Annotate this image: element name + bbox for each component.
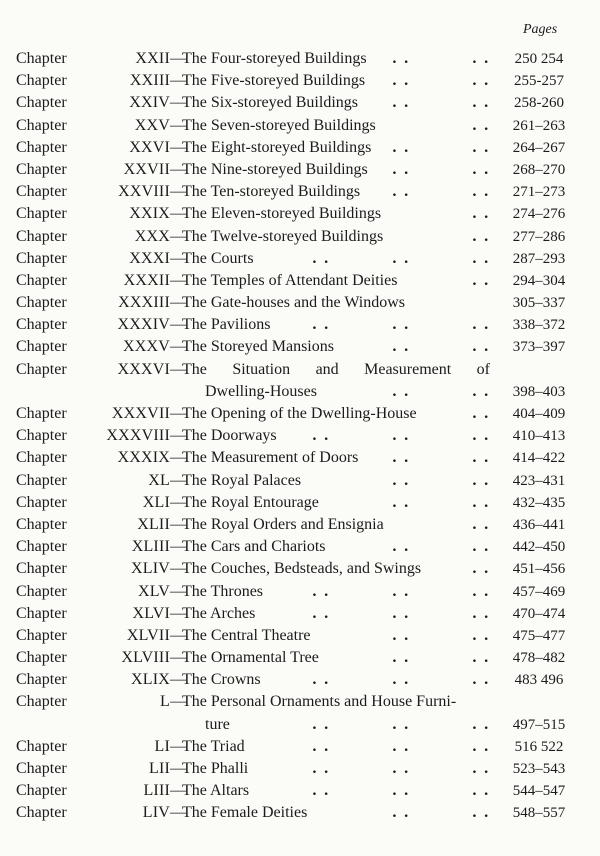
- page-range: 470–474: [512, 605, 566, 622]
- title-dash: —: [170, 626, 186, 644]
- leader-dots: . .: [392, 472, 410, 489]
- chapter-word: Chapter: [16, 515, 67, 533]
- entry-title: The Twelve-storeyed Buildings: [182, 227, 384, 245]
- chapter-word: Chapter: [16, 138, 67, 156]
- chapter-number: XXXIII: [118, 294, 170, 312]
- chapter-word: Chapter: [16, 249, 67, 267]
- leader-dots: . .: [392, 339, 410, 356]
- leader-dots: . .: [392, 583, 410, 600]
- leader-dots: . .: [472, 406, 490, 423]
- table-of-contents: [0, 48, 600, 825]
- leader-dots: . .: [392, 761, 410, 778]
- entry-title-line2: ture: [205, 715, 230, 733]
- entry-title: The Couches, Bedsteads, and Swings: [182, 560, 422, 578]
- entry-title: The Triad: [182, 737, 245, 755]
- entry-title: The Crowns: [182, 671, 261, 689]
- entry-title: The Royal Palaces: [182, 471, 302, 489]
- leader-dots: . .: [312, 672, 330, 689]
- page-range: 483 496: [514, 672, 564, 689]
- chapter-number: XXXV: [122, 338, 170, 356]
- page-range: 414–422: [512, 450, 566, 467]
- title-dash: —: [170, 604, 186, 622]
- chapter-number: XLVI: [132, 604, 170, 622]
- page-range: 436–441: [512, 516, 566, 533]
- chapter-number: XXIV: [129, 94, 170, 112]
- chapter-number: XXVII: [123, 160, 170, 178]
- leader-dots: . .: [472, 516, 490, 533]
- page-range: 516 522: [514, 738, 564, 755]
- title-word: of: [476, 360, 490, 378]
- entry-title: The Eleven-storeyed Buildings: [182, 205, 382, 223]
- chapter-number: XLI: [142, 493, 170, 511]
- page-range: 261–263: [512, 117, 566, 134]
- chapter-word: Chapter: [16, 316, 67, 334]
- entry-title: The Gate-houses and the Windows: [182, 294, 406, 312]
- chapter-word: Chapter: [16, 538, 67, 556]
- chapter-word: Chapter: [16, 427, 67, 445]
- page-range: 548–557: [512, 805, 566, 822]
- title-dash: —: [170, 72, 186, 90]
- leader-dots: . .: [472, 272, 490, 289]
- chapter-number: XLVIII: [121, 649, 170, 667]
- chapter-word: Chapter: [16, 338, 67, 356]
- title-dash: —: [170, 582, 186, 600]
- leader-dots: . .: [392, 184, 410, 201]
- leader-dots: . .: [472, 428, 490, 445]
- leader-dots: . .: [392, 51, 410, 67]
- entry-title: The Five-storeyed Buildings: [182, 72, 366, 90]
- toc-entry: [0, 669, 600, 691]
- leader-dots: . .: [472, 805, 490, 822]
- entry-title: The Royal Orders and Ensignia: [182, 515, 384, 533]
- leader-dots: . .: [392, 716, 410, 733]
- leader-dots: . .: [312, 605, 330, 622]
- entry-title: The Pavilions: [182, 316, 271, 334]
- entry-title: The Four-storeyed Buildings: [182, 50, 367, 67]
- chapter-number: XXV: [134, 116, 170, 134]
- toc-entry: [0, 647, 600, 669]
- leader-dots: . .: [312, 317, 330, 334]
- toc-entry: [0, 780, 600, 802]
- title-dash: —: [170, 449, 186, 467]
- title-dash: —: [170, 560, 186, 578]
- leader-dots: . .: [392, 250, 410, 267]
- entry-title: The Six-storeyed Buildings: [182, 94, 358, 112]
- leader-dots: . .: [472, 450, 490, 467]
- entry-title-line1: The Personal Ornaments and House Furni-: [182, 693, 457, 711]
- pages-column-header: Pages: [523, 22, 558, 37]
- title-dash: —: [170, 94, 186, 112]
- chapter-number: LIII: [143, 782, 170, 800]
- page-range: 423–431: [512, 472, 566, 489]
- title-dash: —: [170, 515, 186, 533]
- leader-dots: . .: [392, 783, 410, 800]
- chapter-number: XLII: [137, 515, 170, 533]
- leader-dots: . .: [312, 250, 330, 267]
- entry-title: The Arches: [182, 604, 256, 622]
- toc-entry: [0, 159, 600, 181]
- chapter-number: XXVI: [129, 138, 170, 156]
- toc-entry: [0, 758, 600, 780]
- leader-dots: . .: [472, 95, 490, 112]
- chapter-word: Chapter: [16, 50, 67, 67]
- leader-dots: . .: [472, 627, 490, 644]
- toc-entry: [0, 802, 600, 824]
- chapter-number: XLIX: [130, 671, 170, 689]
- chapter-number: XXXII: [123, 271, 170, 289]
- toc-entry: [0, 70, 600, 92]
- toc-entry: [0, 270, 600, 292]
- chapter-number: XXX: [134, 227, 170, 245]
- page-range: 287–293: [512, 250, 566, 267]
- title-dash: —: [170, 360, 186, 378]
- leader-dots: . .: [392, 428, 410, 445]
- entry-title-line2: Dwelling-Houses: [205, 382, 317, 400]
- toc-entry: [0, 314, 600, 336]
- entry-title: The Altars: [182, 782, 250, 800]
- leader-dots: . .: [472, 539, 490, 556]
- leader-dots: . .: [392, 95, 410, 112]
- page-range: 457–469: [512, 583, 566, 600]
- entry-title: The Seven-storeyed Buildings: [182, 116, 376, 134]
- entry-title: The Eight-storeyed Buildings: [182, 138, 372, 156]
- title-dash: —: [170, 493, 186, 511]
- chapter-word: Chapter: [16, 449, 67, 467]
- chapter-number: XLVII: [126, 626, 170, 644]
- title-word: The: [182, 360, 207, 378]
- leader-dots: . .: [472, 139, 490, 156]
- leader-dots: . .: [392, 539, 410, 556]
- chapter-word: Chapter: [16, 626, 67, 644]
- chapter-number: XXXVI: [117, 360, 170, 378]
- chapter-word: Chapter: [16, 294, 67, 312]
- entry-title: The Storeyed Mansions: [182, 338, 334, 356]
- chapter-number: XXXI: [129, 249, 170, 267]
- leader-dots: . .: [312, 428, 330, 445]
- leader-dots: . .: [472, 716, 490, 733]
- chapter-word: Chapter: [16, 804, 67, 822]
- leader-dots: . .: [472, 73, 490, 90]
- chapter-word: Chapter: [16, 72, 67, 90]
- page-range: 398–403: [512, 383, 566, 400]
- toc-entry: [0, 581, 600, 603]
- chapter-number: XXXIV: [117, 316, 170, 334]
- title-dash: —: [170, 183, 186, 201]
- leader-dots: . .: [392, 672, 410, 689]
- entry-title: The Female Deities: [182, 804, 308, 822]
- toc-entry: [0, 736, 600, 758]
- title-word: and: [315, 360, 339, 378]
- page-range: 271–273: [512, 184, 566, 201]
- toc-entry: [0, 181, 600, 203]
- chapter-word: Chapter: [16, 271, 67, 289]
- page-range: 277–286: [512, 228, 566, 245]
- chapter-number: XLV: [137, 582, 170, 600]
- title-dash: —: [170, 338, 186, 356]
- title-dash: —: [170, 405, 186, 423]
- chapter-word: Chapter: [16, 604, 67, 622]
- leader-dots: . .: [392, 805, 410, 822]
- toc-entry: [0, 226, 600, 248]
- leader-dots: . .: [472, 761, 490, 778]
- leader-dots: . .: [472, 228, 490, 245]
- leader-dots: . .: [472, 184, 490, 201]
- title-dash: —: [170, 294, 186, 312]
- leader-dots: . .: [312, 738, 330, 755]
- title-dash: —: [170, 693, 186, 711]
- chapter-number: XXXVIII: [106, 427, 170, 445]
- title-dash: —: [170, 50, 186, 67]
- leader-dots: . .: [472, 339, 490, 356]
- leader-dots: . .: [392, 450, 410, 467]
- entry-title: The Ornamental Tree: [182, 649, 319, 667]
- page-range: 305–337: [512, 295, 566, 312]
- title-dash: —: [170, 271, 186, 289]
- entry-title: The Royal Entourage: [182, 493, 319, 511]
- chapter-word: Chapter: [16, 160, 67, 178]
- title-dash: —: [170, 116, 186, 134]
- leader-dots: . .: [472, 250, 490, 267]
- toc-entry: [0, 292, 600, 314]
- chapter-word: Chapter: [16, 493, 67, 511]
- chapter-word: Chapter: [16, 205, 67, 223]
- chapter-number: L: [160, 693, 170, 711]
- chapter-word: Chapter: [16, 582, 67, 600]
- chapter-number: LIV: [142, 804, 170, 822]
- leader-dots: . .: [472, 494, 490, 511]
- leader-dots: . .: [392, 605, 410, 622]
- page-range: 264–267: [512, 139, 566, 156]
- entry-title: The Thrones: [182, 582, 264, 600]
- page-range: 255-257: [514, 73, 564, 90]
- chapter-number: XXIX: [129, 205, 170, 223]
- toc-entry: [0, 137, 600, 159]
- chapter-number: XXXVII: [111, 405, 170, 423]
- chapter-number: XXIII: [129, 72, 170, 90]
- entry-title: The Phalli: [182, 760, 249, 778]
- chapter-number: XL: [148, 471, 170, 489]
- toc-entry: [0, 48, 600, 70]
- title-dash: —: [170, 227, 186, 245]
- chapter-number: XLIV: [130, 560, 170, 578]
- leader-dots: . .: [312, 783, 330, 800]
- page-range: 442–450: [512, 539, 566, 556]
- page-range: 475–477: [512, 627, 566, 644]
- page-range: 268–270: [512, 161, 566, 178]
- chapter-number: XXXIX: [117, 449, 170, 467]
- page-range: 338–372: [512, 317, 566, 334]
- page-range: 404–409: [512, 406, 566, 423]
- entry-title: The Ten-storeyed Buildings: [182, 183, 361, 201]
- toc-entry: [0, 625, 600, 647]
- leader-dots: . .: [392, 627, 410, 644]
- leader-dots: . .: [392, 494, 410, 511]
- page-range: 478–482: [512, 650, 566, 667]
- leader-dots: . .: [472, 672, 490, 689]
- leader-dots: . .: [472, 583, 490, 600]
- chapter-word: Chapter: [16, 471, 67, 489]
- leader-dots: . .: [472, 317, 490, 334]
- chapter-word: Chapter: [16, 560, 67, 578]
- page-range: 410–413: [512, 428, 566, 445]
- leader-dots: . .: [472, 206, 490, 223]
- chapter-number: XXII: [135, 50, 170, 67]
- page-range: 497–515: [512, 716, 566, 733]
- chapter-word: Chapter: [16, 94, 67, 112]
- leader-dots: . .: [472, 51, 490, 67]
- title-dash: —: [170, 760, 186, 778]
- chapter-number: XXVIII: [118, 183, 170, 201]
- page-range: 544–547: [512, 783, 566, 800]
- chapter-number: LII: [148, 760, 170, 778]
- entry-title-line1: [182, 359, 490, 381]
- leader-dots: . .: [392, 383, 410, 400]
- toc-entry: [0, 115, 600, 137]
- chapter-word: Chapter: [16, 649, 67, 667]
- toc-entry: [0, 603, 600, 625]
- leader-dots: . .: [472, 161, 490, 178]
- leader-dots: . .: [472, 561, 490, 578]
- title-dash: —: [170, 782, 186, 800]
- entry-title: The Nine-storeyed Buildings: [182, 160, 368, 178]
- toc-entry: [0, 447, 600, 469]
- chapter-number: XLIII: [131, 538, 170, 556]
- leader-dots: . .: [472, 605, 490, 622]
- page-range: 451–456: [512, 561, 566, 578]
- entry-title: The Cars and Chariots: [182, 538, 326, 556]
- toc-entry: [0, 470, 600, 492]
- leader-dots: . .: [312, 761, 330, 778]
- leader-dots: . .: [472, 472, 490, 489]
- entry-title: The Temples of Attendant Deities: [182, 271, 398, 289]
- leader-dots: . .: [392, 650, 410, 667]
- toc-entry: [0, 514, 600, 536]
- entry-title: The Measurement of Doors: [182, 449, 359, 467]
- leader-dots: . .: [392, 161, 410, 178]
- title-dash: —: [170, 804, 186, 822]
- title-dash: —: [170, 538, 186, 556]
- leader-dots: . .: [312, 583, 330, 600]
- toc-entry: [0, 203, 600, 225]
- toc-entry: [0, 403, 600, 425]
- title-dash: —: [170, 649, 186, 667]
- page-range: 274–276: [512, 206, 566, 223]
- leader-dots: . .: [392, 317, 410, 334]
- leader-dots: . .: [472, 117, 490, 134]
- toc-entry: [0, 248, 600, 270]
- leader-dots: . .: [472, 738, 490, 755]
- leader-dots: . .: [472, 783, 490, 800]
- title-dash: —: [170, 138, 186, 156]
- page-range: 523–543: [512, 761, 566, 778]
- chapter-word: Chapter: [16, 693, 67, 711]
- chapter-word: Chapter: [16, 760, 67, 778]
- entry-title: The Central Theatre: [182, 626, 311, 644]
- chapter-word: Chapter: [16, 405, 67, 423]
- toc-entry: [0, 336, 600, 358]
- title-dash: —: [170, 316, 186, 334]
- title-dash: —: [170, 249, 186, 267]
- toc-entry: [0, 492, 600, 514]
- chapter-word: Chapter: [16, 737, 67, 755]
- leader-dots: . .: [472, 383, 490, 400]
- entry-title: The Doorways: [182, 427, 277, 445]
- toc-entry: [0, 425, 600, 447]
- chapter-word: Chapter: [16, 227, 67, 245]
- entry-title: The Opening of the Dwelling-House: [182, 405, 417, 423]
- page-range: 294–304: [512, 272, 566, 289]
- title-dash: —: [170, 737, 186, 755]
- page-range: 258-260: [514, 95, 564, 112]
- chapter-word: Chapter: [16, 360, 67, 378]
- title-dash: —: [170, 205, 186, 223]
- leader-dots: . .: [312, 716, 330, 733]
- title-word: Situation: [232, 360, 291, 378]
- chapter-word: Chapter: [16, 183, 67, 201]
- leader-dots: . .: [392, 738, 410, 755]
- entry-title: The Courts: [182, 249, 254, 267]
- page-range: 250 254: [514, 51, 564, 67]
- leader-dots: . .: [392, 73, 410, 90]
- title-dash: —: [170, 427, 186, 445]
- title-word: Measurement: [364, 360, 452, 378]
- chapter-word: Chapter: [16, 671, 67, 689]
- toc-entry: [0, 359, 600, 403]
- page-range: 373–397: [512, 339, 566, 356]
- toc-entry: [0, 536, 600, 558]
- toc-entry: [0, 92, 600, 114]
- chapter-word: Chapter: [16, 782, 67, 800]
- title-dash: —: [170, 160, 186, 178]
- leader-dots: . .: [472, 650, 490, 667]
- title-dash: —: [170, 471, 186, 489]
- title-dash: —: [170, 671, 186, 689]
- toc-entry: [0, 691, 600, 735]
- page-range: 432–435: [512, 494, 566, 511]
- chapter-word: Chapter: [16, 116, 67, 134]
- chapter-number: LI: [154, 737, 170, 755]
- toc-entry: [0, 558, 600, 580]
- leader-dots: . .: [392, 139, 410, 156]
